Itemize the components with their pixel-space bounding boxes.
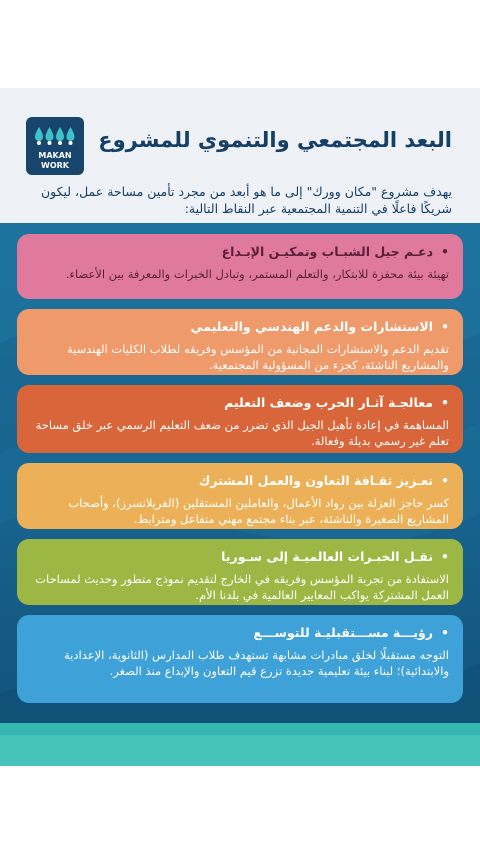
card-body: التوجه مستقبلًا لخلق مبادرات مشابهة تستهدف طلاب المدارس (الثانوية، الإعدادية والابتدائية)؛ لبناء بيئة تعليمية جديدة تزرع قيم التعاون والإبداع منذ الصغر. [64, 648, 449, 678]
card-global-expertise [17, 539, 463, 605]
card-war-effects [17, 385, 463, 453]
card-body: تهيئة بيئة محفزة للابتكار، والتعلم المستمر، وتبادل الخبرات والمعرفة بين الأعضاء. [65, 267, 449, 281]
card-title: معالجـة آثـار الحرب وضعف التعليم [224, 395, 433, 410]
content-background [0, 223, 480, 766]
card-body: الاستفادة من تجربة المؤسس وفريقه في الخارج لتقديم نموذج متطور وحديث لمساحات العمل المشتركة يواكب المعايير العالمية في بلدنا الأم. [35, 572, 449, 602]
bullet-icon: • [441, 395, 449, 410]
water-drops-icon [34, 125, 76, 147]
bullet-icon: • [441, 549, 449, 564]
bullet-icon: • [441, 625, 449, 640]
card-collaboration-culture [17, 463, 463, 529]
card-body: تقديم الدعم والاستشارات المجانية من المؤسس وفريقه لطلاب الكليات الهندسية والمشاريع الناشئة، كجزء من المسؤولية المجتمعية. [66, 342, 449, 372]
makan-work-logo [26, 117, 84, 175]
card-title: دعـم جيل الشبـاب وتمكيـن الإبـداع [221, 244, 433, 259]
card-future-vision [17, 615, 463, 703]
card-title: تعـزيز ثقـافة التعاون والعمل المشترك [198, 473, 433, 488]
card-body: كسر حاجز العزلة بين رواد الأعمال، والعاملين المستقلين (الفريلانسرز)، وأصحاب المشاريع الصغيرة والناشئة، عبر بناء مجتمع مهني متفاعل ومترابط. [68, 496, 449, 526]
card-body: المساهمة في إعادة تأهيل الجيل الذي تضرر من ضعف التعليم الرسمي عبر خلق مساحة تعلم غير رسمي بديلة وفعالة. [35, 418, 449, 448]
card-title: رؤيـــة مســـتقبليـة للتوســـع [253, 625, 433, 640]
page-title: البعد المجتمعي والتنموي للمشروع [98, 128, 452, 152]
logo-text-line2: WORK [41, 161, 69, 170]
card-title: الاستشارات والدعم الهندسي والتعليمي [190, 319, 433, 334]
bullet-icon: • [441, 473, 449, 488]
logo-text-line1: MAKAN [38, 151, 72, 160]
bullet-icon: • [441, 244, 449, 259]
bottom-teal-band-light [0, 735, 480, 766]
card-youth-empowerment [17, 234, 463, 299]
intro-paragraph: يهدف مشروع "مكان وورك" إلى ما هو أبعد من مجرد تأمين مساحة عمل، ليكون شريكًا فاعلًا في التنمية المجتمعية عبر النقاط التالية: [40, 184, 452, 216]
header [0, 88, 480, 223]
card-consulting-support [17, 309, 463, 375]
card-title: نقـل الخبـرات العالميـة إلى سـوريا [221, 549, 433, 564]
poster [0, 88, 480, 766]
bullet-icon: • [441, 319, 449, 334]
